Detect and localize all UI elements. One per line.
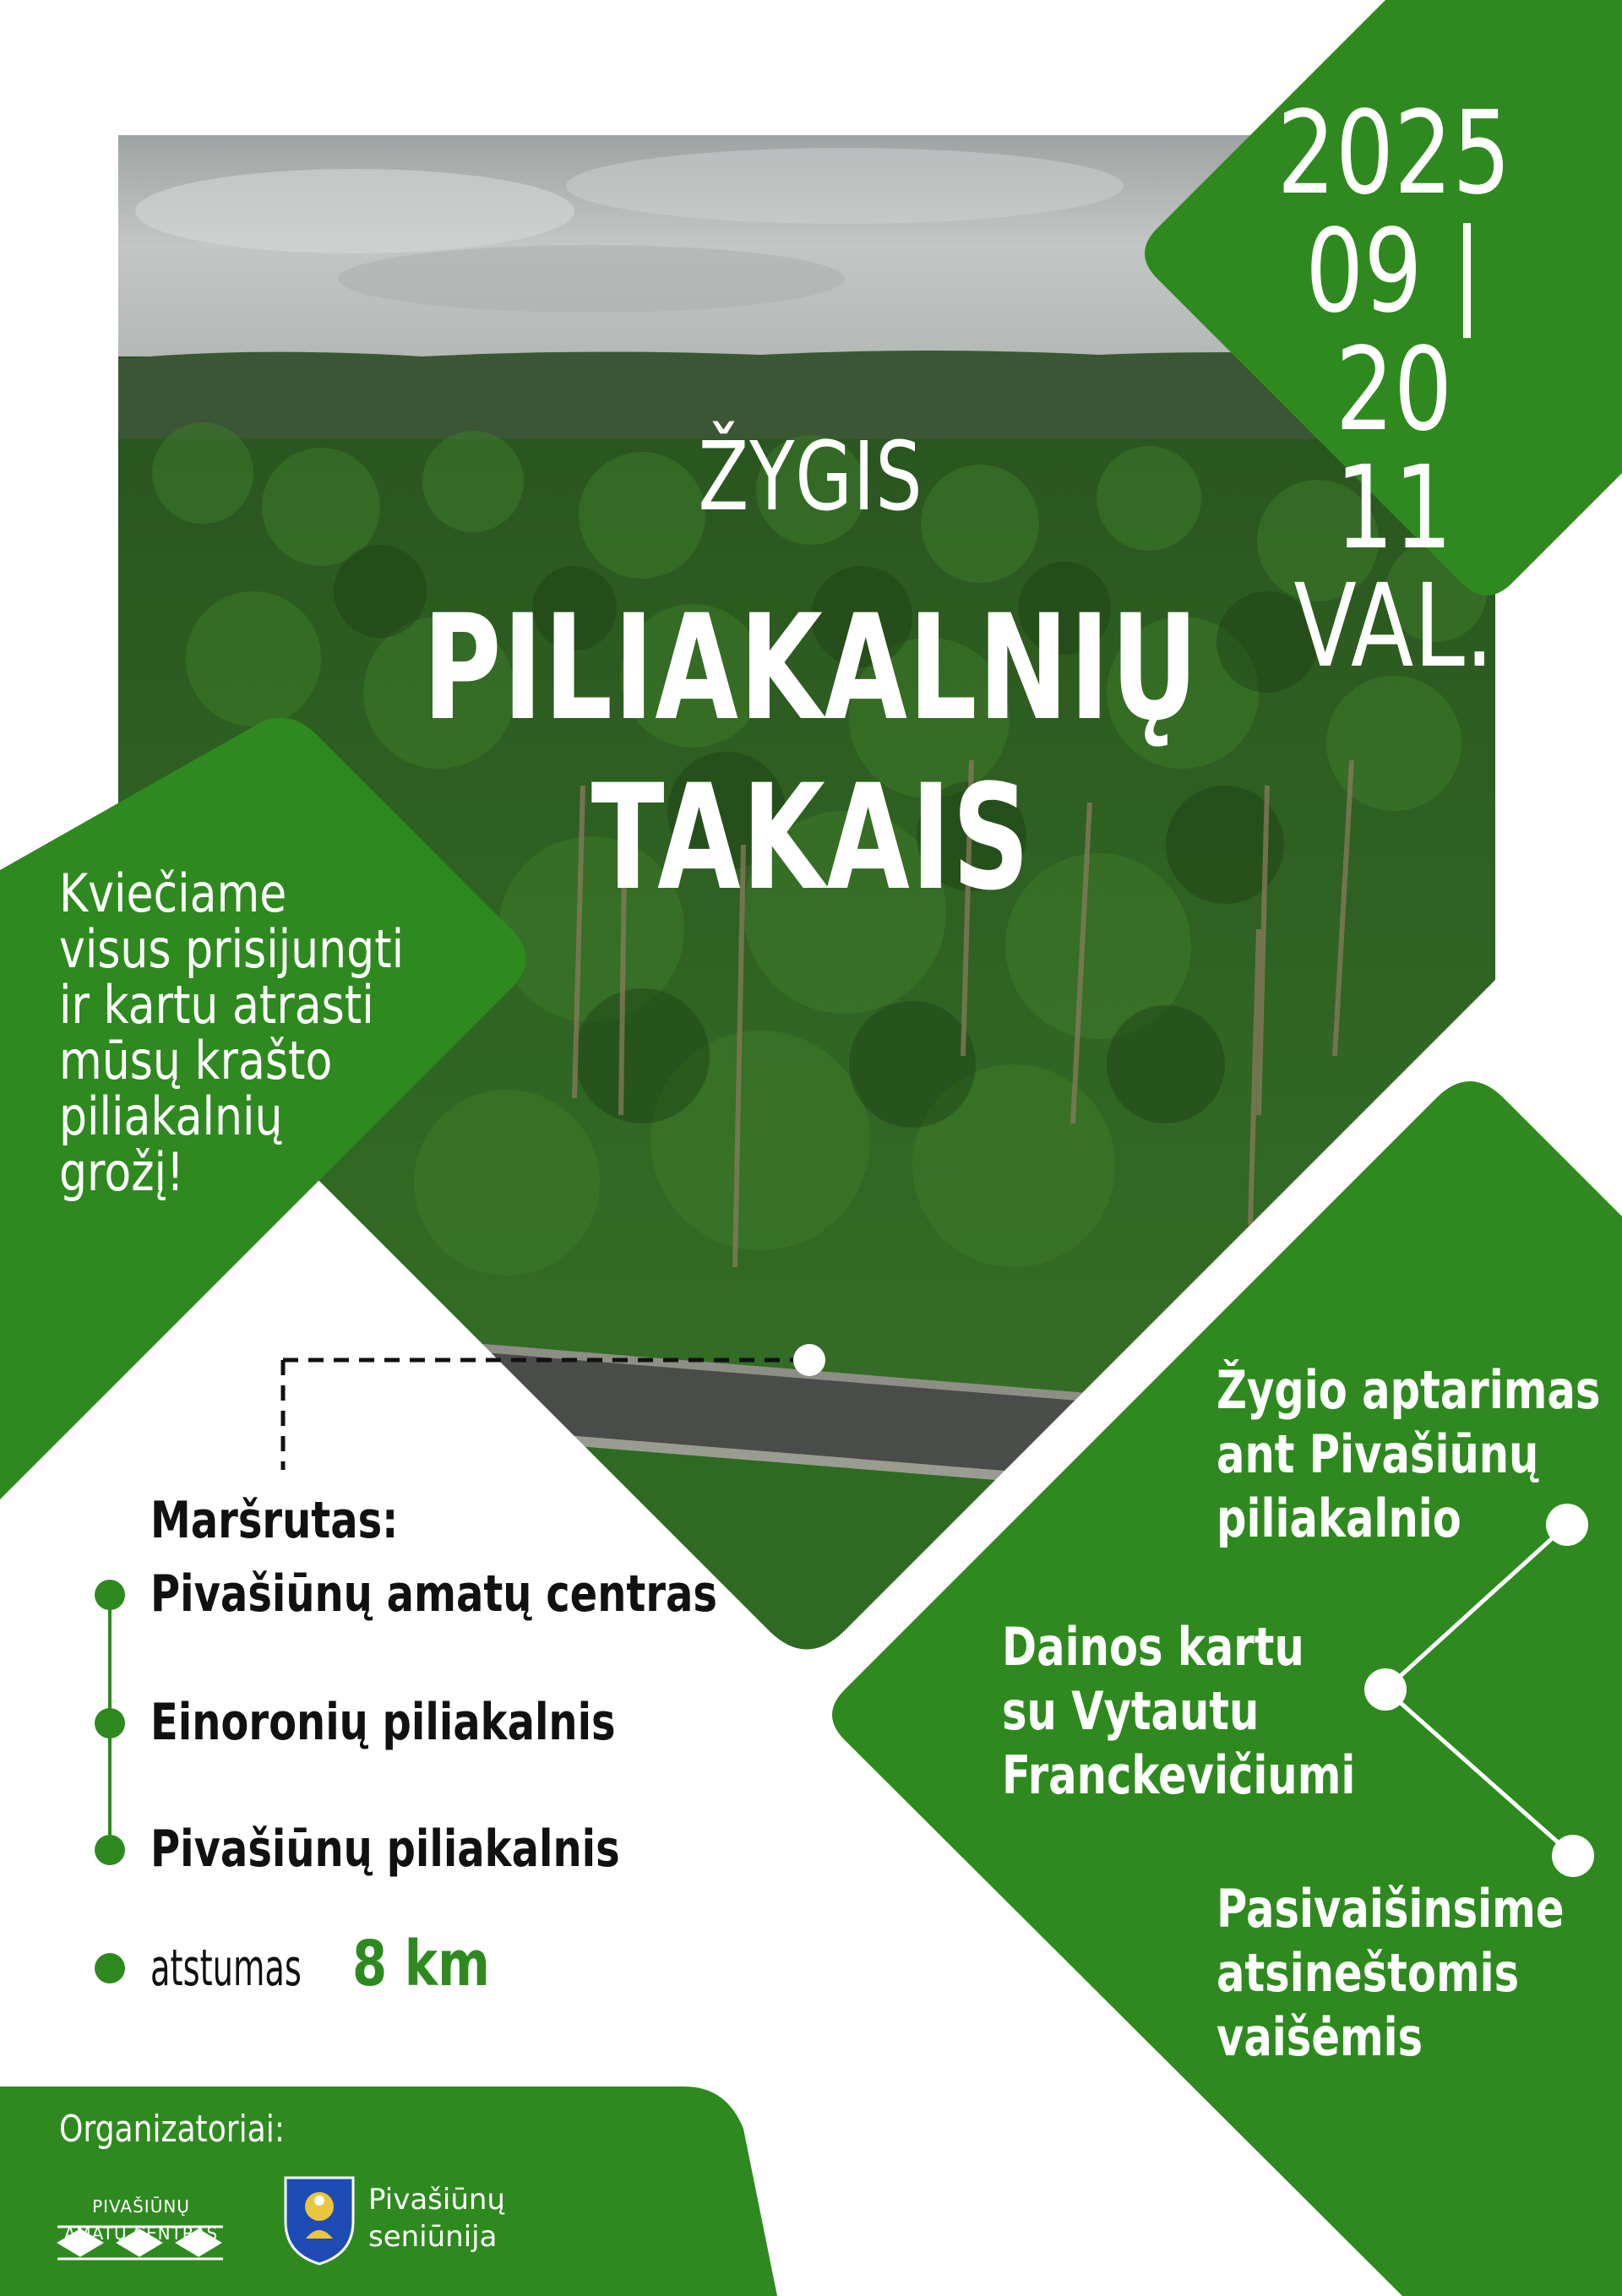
event-pretitle: ŽYGIS: [698, 422, 924, 532]
program-dot-icon: [1552, 1835, 1594, 1877]
org2-line: seniūnija: [368, 2220, 498, 2254]
invitation-line: visus prisijungti: [59, 918, 405, 980]
route-dot-icon: [95, 1835, 125, 1865]
org1-logo-text: [52, 2196, 230, 2244]
route-stop: Pivašiūnų piliakalnis: [150, 1820, 620, 1879]
distance-label: atstumas: [150, 1939, 302, 1998]
event-date: [1216, 87, 1571, 694]
coat-of-arms-icon: [286, 2178, 353, 2264]
program-line: Pasivaišinsime: [1216, 1878, 1565, 1940]
program-line: su Vytautu: [1002, 1680, 1260, 1742]
invitation-line: ir kartu atrasti: [59, 974, 374, 1036]
program-line: ant Pivašiūnų: [1216, 1423, 1539, 1485]
invitation-line: piliakalnių: [59, 1085, 283, 1147]
route-stop: Pivašiūnų amatų centras: [150, 1564, 717, 1624]
program-line: Dainos kartu: [1002, 1616, 1304, 1678]
program-item: [1216, 1877, 1622, 2070]
event-title: PILIAKALNIŲ TAKAIS: [422, 583, 1200, 922]
program-line: piliakalnio: [1216, 1488, 1461, 1549]
route-stop: Einoronių piliakalnis: [150, 1693, 616, 1752]
route-timeline: [95, 1580, 125, 1983]
org1-line: AMATŲ CENTRAS: [63, 2223, 219, 2244]
route-dot-icon: [95, 1953, 125, 1983]
route-distance: [150, 1928, 574, 2000]
program-line: vaišėmis: [1216, 2006, 1423, 2068]
program-line: Franckevičiumi: [1002, 1744, 1356, 1806]
route-dot-icon: [95, 1580, 125, 1610]
invitation-line: mūsų krašto: [59, 1030, 333, 1091]
organizers-label: Organizatoriai:: [59, 2108, 285, 2151]
date-time: 11 VAL.: [1293, 442, 1494, 694]
org2-line: Pivašiūnų: [368, 2183, 505, 2217]
org1-line: PIVAŠIŪNŲ: [92, 2196, 190, 2217]
connector-end-dot-icon: [793, 1344, 825, 1376]
program-item: [1002, 1615, 1444, 1808]
invitation-text: [59, 862, 470, 1203]
date-year: 2025: [1276, 87, 1511, 220]
route-label: Maršrutas:: [150, 1491, 399, 1550]
org2-logo-text: [368, 2181, 505, 2255]
program-line: atsineštomis: [1216, 1942, 1520, 2004]
program-line: Žygio aptarimas: [1216, 1359, 1601, 1421]
distance-value: 8 km: [351, 1928, 490, 2000]
route-dot-icon: [95, 1708, 125, 1738]
date-month-day: 09 | 20: [1305, 205, 1483, 457]
invitation-line: grožį!: [59, 1141, 184, 1203]
invitation-line: Kviečiame: [59, 862, 287, 924]
program-item: [1216, 1358, 1622, 1551]
